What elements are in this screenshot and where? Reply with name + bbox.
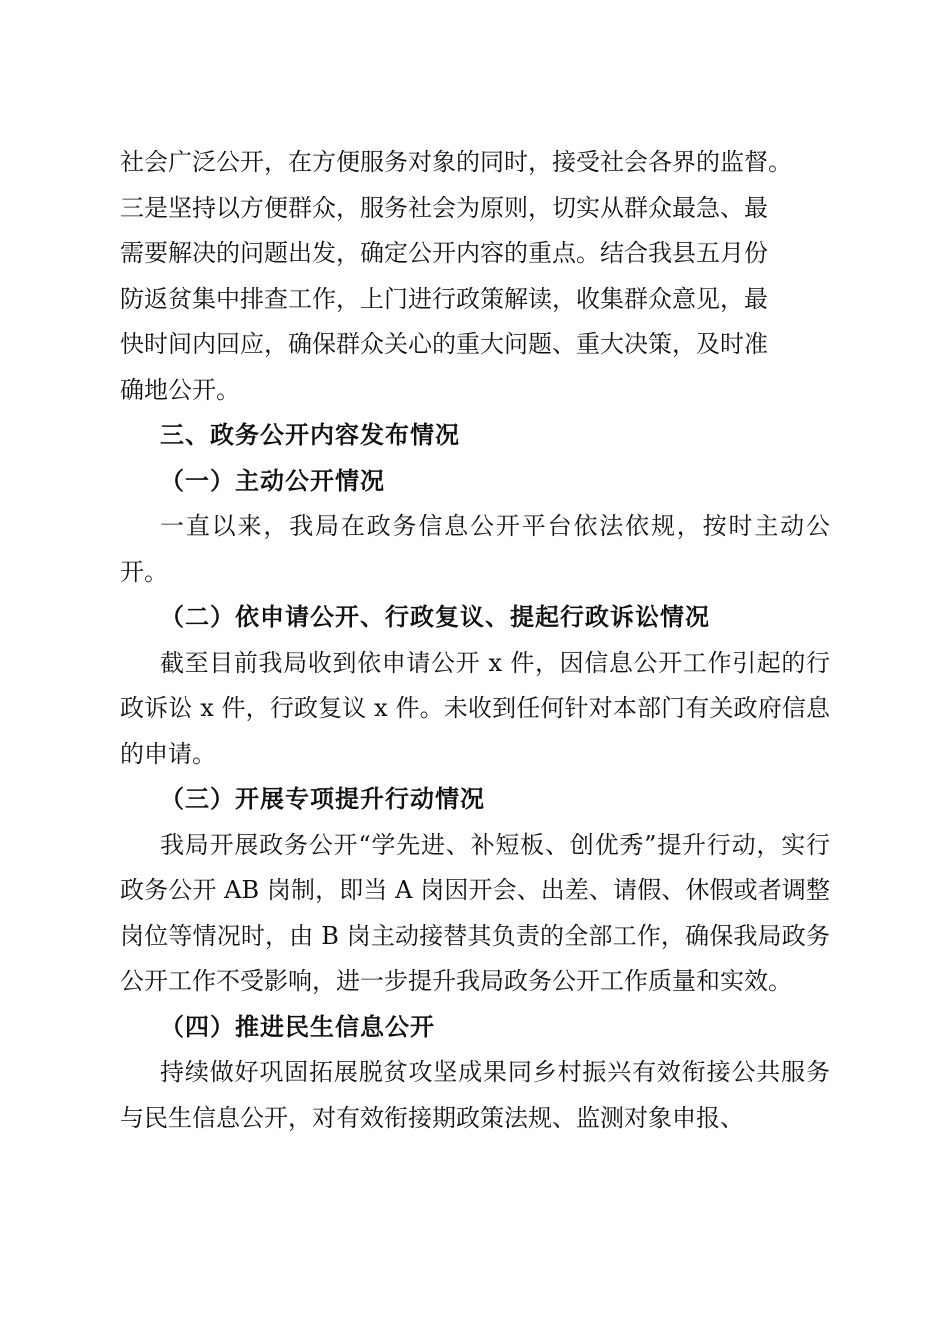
- section-heading-3: 三、政务公开内容发布情况: [160, 421, 460, 449]
- text-line: 防返贫集中排查工作，上门进行政策解读，收集群众意见，最: [120, 284, 768, 313]
- subsection-heading-3: （三）开展专项提升行动情况: [160, 785, 485, 813]
- document-body: [120, 140, 830, 1141]
- subsection-paragraph-4: 持续做好巩固拓展脱贫攻坚成果同乡村振兴有效衔接公共服务与民生信息公开，对有效衔接期政策法规、监测对象申报、: [120, 1058, 830, 1132]
- text-line: 社会广泛公开，在方便服务对象的同时，接受社会各界的监督。: [120, 148, 792, 176]
- subsection-paragraph-2: 截至目前我局收到依申请公开 x 件，因信息公开工作引起的行政诉讼 x 件，行政复议 x 件。未收到任何针对本部门有关政府信息的申请。: [120, 648, 830, 768]
- paragraph-continuation: [120, 140, 830, 413]
- text-line: 三是坚持以方便群众，服务社会为原则，切实从群众最急、最: [120, 193, 768, 222]
- text-line: 快时间内回应，确保群众关心的重大问题、重大决策，及时准: [120, 330, 768, 358]
- text-line: 需要解决的问题出发，确定公开内容的重点。结合我县五月份: [120, 239, 768, 267]
- subsection-paragraph-3: 我局开展政务公开“学先进、补短板、创优秀”提升行动，实行政务公开 AB 岗制，即当 A 岗因开会、出差、请假、休假或者调整岗位等情况时，由 B 岗主动接替其负责的全部工作，确保我局政务公开工作不受影响，进一步提升我局政务公开工作质量和实效。: [120, 830, 830, 995]
- subsection-heading-2: （二）依申请公开、行政复议、提起行政诉讼情况: [160, 603, 710, 631]
- subsection-paragraph-1: 一直以来，我局在政务信息公开平台依法依规，按时主动公开。: [120, 512, 830, 586]
- subsection-heading-1: （一）主动公开情况: [160, 466, 385, 495]
- subsection-heading-4: （四）推进民生信息公开: [160, 1012, 435, 1041]
- text-line: 确地公开。: [120, 375, 240, 404]
